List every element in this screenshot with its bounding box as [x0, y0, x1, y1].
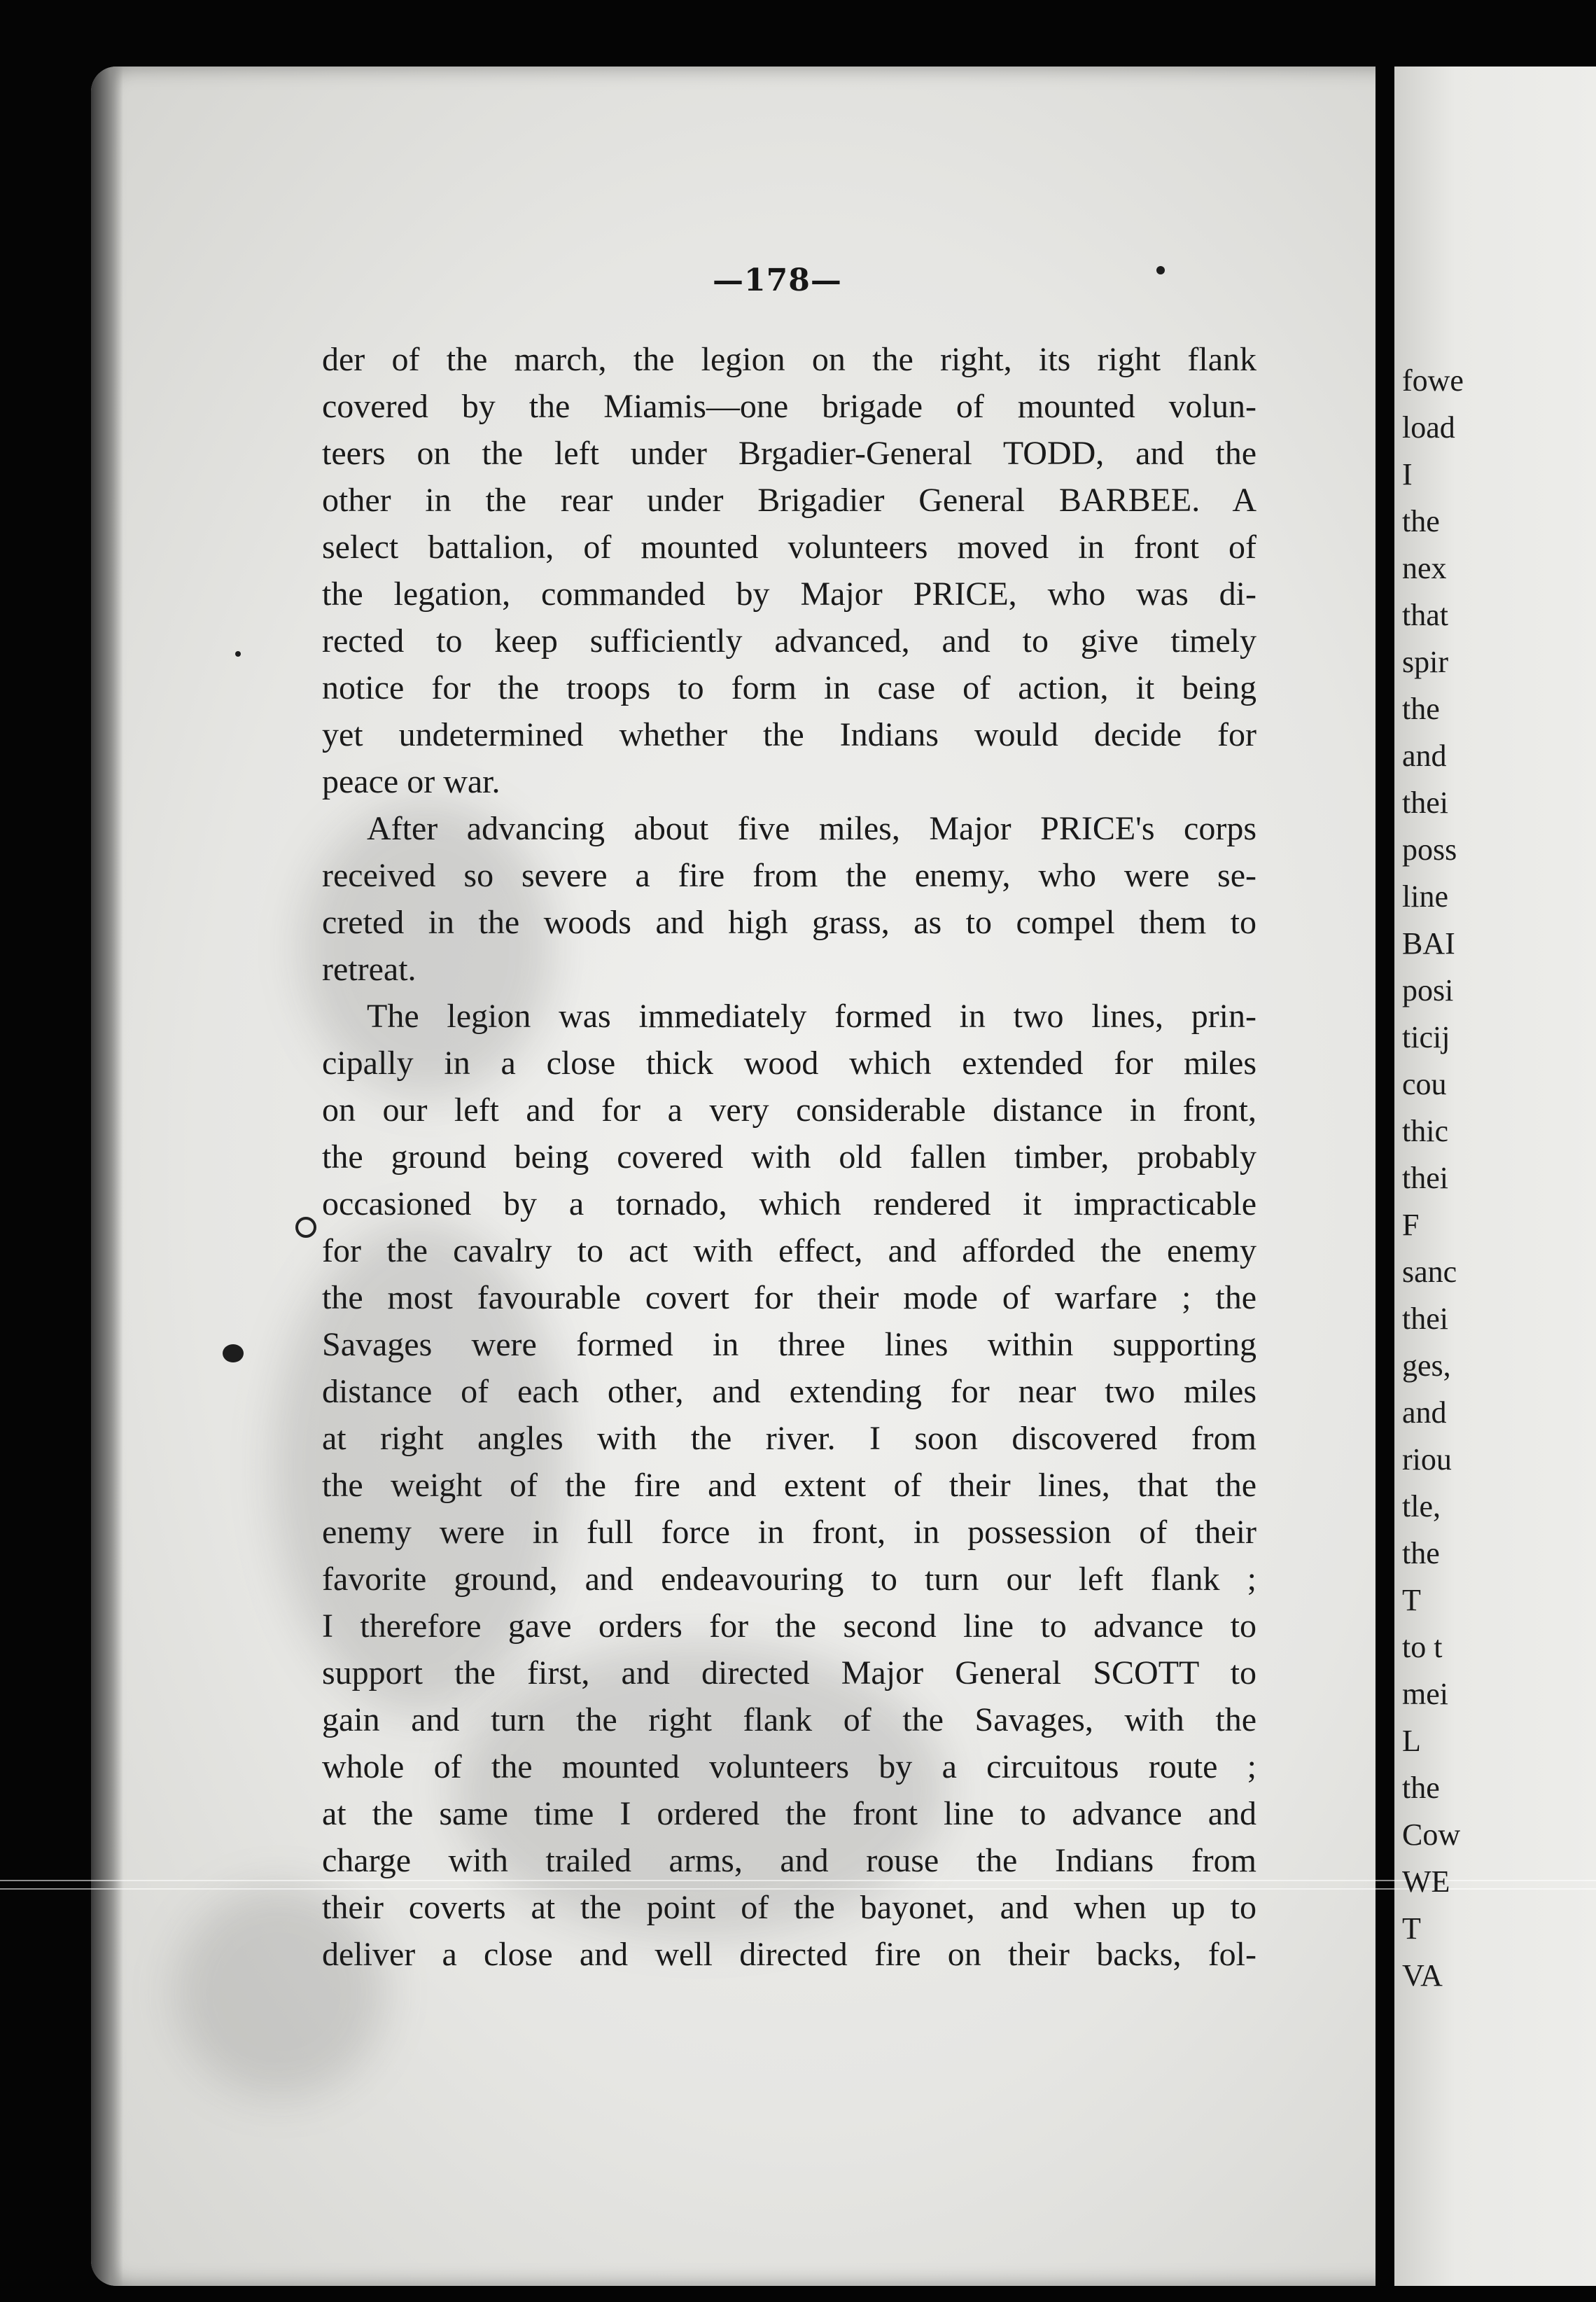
facing-page-fragment: I: [1402, 457, 1413, 491]
text-line: deliver a close and well directed fire on their backs, fol-: [322, 1936, 1256, 1973]
text-line: notice for the troops to form in case of action, it being: [322, 669, 1256, 706]
text-line: favorite ground, and endeavouring to turn our left flank ;: [322, 1561, 1256, 1598]
text-line: gain and turn the right flank of the Savages, with the: [322, 1701, 1256, 1738]
facing-page-fragment: line: [1402, 879, 1448, 914]
body-text: [322, 336, 1256, 1978]
text-line: covered by the Miamis—one brigade of mounted volun-: [322, 388, 1256, 425]
facing-page-fragment: tle,: [1402, 1489, 1441, 1523]
text-line: whole of the mounted volunteers by a circuitous route ;: [322, 1748, 1256, 1785]
text-line: enemy were in full force in front, in possession of their: [322, 1514, 1256, 1551]
facing-page-fragment: to t: [1402, 1630, 1443, 1664]
page-gutter: [1376, 67, 1394, 2286]
facing-page-fragment: and: [1402, 1395, 1447, 1430]
text-line: support the first, and directed Major General SCOTT to: [322, 1654, 1256, 1691]
facing-page-fragment: riou: [1402, 1442, 1452, 1477]
facing-page-fragment: T: [1402, 1583, 1421, 1617]
text-line: select battalion, of mounted volunteers moved in front of: [322, 529, 1256, 566]
facing-page-fragment: mei: [1402, 1677, 1448, 1711]
text-line: charge with trailed arms, and rouse the Indians from: [322, 1842, 1256, 1879]
text-line: their coverts at the point of the bayonet, and when up to: [322, 1889, 1256, 1926]
facing-page-fragment: spir: [1402, 645, 1448, 679]
text-line: peace or war.: [322, 763, 500, 800]
text-line: cipally in a close thick wood which extended for miles: [322, 1045, 1256, 1082]
text-line: After advancing about five miles, Major PRICE's corps: [367, 810, 1256, 847]
facing-page-fragment: ges,: [1402, 1348, 1451, 1383]
facing-page-fragment: BAI: [1402, 926, 1455, 961]
text-line: creted in the woods and high grass, as to compel them to: [322, 904, 1256, 941]
facing-page-fragment: thei: [1402, 1302, 1448, 1336]
text-line: I therefore gave orders for the second line to advance to: [322, 1607, 1256, 1645]
facing-page-fragment: the: [1402, 692, 1440, 726]
facing-page-fragment: thic: [1402, 1114, 1448, 1148]
facing-page-fragment: the: [1402, 1536, 1440, 1570]
facing-page-fragment: nex: [1402, 551, 1447, 585]
facing-page-text-fragments: [1402, 357, 1591, 1999]
facing-page-fragment: L: [1402, 1724, 1421, 1758]
facing-page-fragment: poss: [1402, 832, 1457, 867]
ink-blot: [223, 1344, 244, 1362]
text-line: on our left and for a very considerable distance in front,: [322, 1091, 1256, 1129]
facing-page-fragment: thei: [1402, 786, 1448, 820]
text-line: the legation, commanded by Major PRICE, who was di-: [322, 576, 1256, 613]
facing-page-fragment: thei: [1402, 1161, 1448, 1195]
facing-page-fragment: VA: [1402, 1958, 1443, 1993]
text-line: retreat.: [322, 951, 416, 988]
text-line: der of the march, the legion on the right, its right flank: [322, 341, 1256, 378]
facing-page-fragment: ticij: [1402, 1020, 1450, 1054]
text-line: occasioned by a tornado, which rendered it impracticable: [322, 1185, 1256, 1222]
text-line: yet undetermined whether the Indians would decide for: [322, 716, 1256, 753]
text-line: The legion was immediately formed in two lines, prin-: [367, 998, 1256, 1035]
page-number: —178—: [713, 263, 842, 298]
text-line: for the cavalry to act with effect, and afforded the enemy: [322, 1232, 1256, 1269]
ink-speck: [235, 651, 241, 657]
text-line: the most favourable covert for their mode of warfare ; the: [322, 1279, 1256, 1316]
text-line: received so severe a fire from the enemy, who were se-: [322, 857, 1256, 894]
facing-page-fragment: Cow: [1402, 1818, 1461, 1852]
facing-page-fragment: load: [1402, 410, 1455, 445]
facing-page-fragment: sanc: [1402, 1255, 1457, 1289]
text-line: at right angles with the river. I soon discovered from: [322, 1420, 1256, 1457]
text-line: rected to keep sufficiently advanced, and to give timely: [322, 622, 1256, 660]
text-line: Savages were formed in three lines within supporting: [322, 1326, 1256, 1363]
facing-page-fragment: WE: [1402, 1864, 1450, 1899]
facing-page-fragment: fowe: [1402, 363, 1464, 398]
facing-page-fragment: F: [1402, 1208, 1420, 1242]
text-line: the weight of the fire and extent of their lines, that the: [322, 1467, 1256, 1504]
facing-page-fragment: the: [1402, 504, 1440, 538]
facing-page-fragment: cou: [1402, 1067, 1447, 1101]
facing-page-fragment: the: [1402, 1771, 1440, 1805]
text-line: at the same time I ordered the front line to advance and: [322, 1795, 1256, 1832]
facing-page-fragment: posi: [1402, 973, 1454, 1007]
ink-mark-icon: [295, 1217, 316, 1238]
text-line: teers on the left under Brgadier-General TODD, and the: [322, 435, 1256, 472]
text-line: other in the rear under Brigadier General BARBEE. A: [322, 482, 1256, 519]
text-line: distance of each other, and extending for near two miles: [322, 1373, 1256, 1410]
facing-page-fragment: that: [1402, 598, 1448, 632]
facing-page-fragment: and: [1402, 739, 1447, 773]
ink-speck: [1156, 266, 1165, 274]
text-line: the ground being covered with old fallen timber, probably: [322, 1138, 1256, 1176]
facing-page-fragment: T: [1402, 1911, 1421, 1946]
